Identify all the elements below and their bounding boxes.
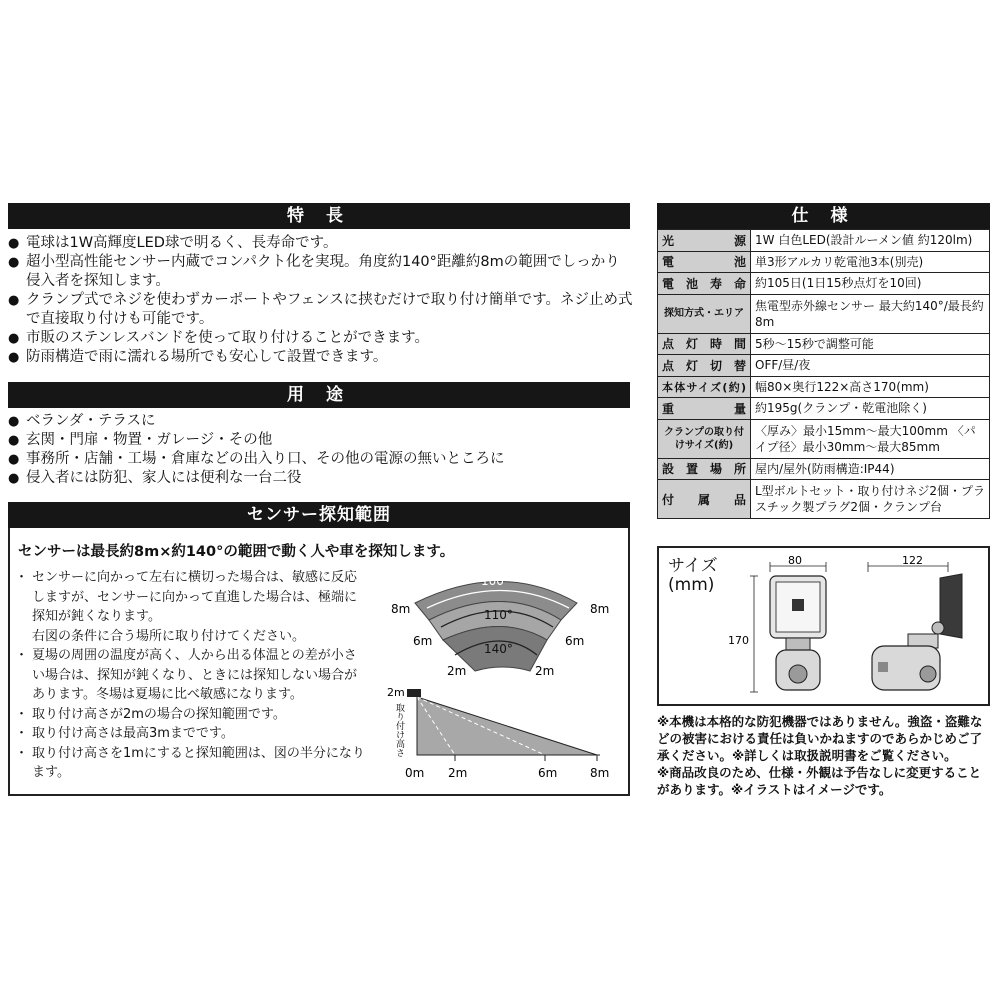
list-item: ● 市販のステンレスバンドを使って取り付けることができます。 [8, 329, 633, 348]
spec-value: 〈厚み〉最小15mm〜最大100mm 〈パイプ径〉最小30mm〜最大85mm [751, 419, 990, 458]
list-item: 右図の条件に合う場所に取り付けてください。 [32, 628, 306, 644]
list-item: ・ 夏場の周囲の温度が高く、人から出る体温との差が小さい場合は、探知が鈍くなり、ときには探知しない場合があります。冬場は夏場に比べ敏感になります。 [18, 646, 368, 705]
side-range-fill [417, 697, 597, 755]
table-row [658, 419, 990, 458]
distance-label: 8m [391, 602, 411, 616]
sensor-heading-bar [8, 502, 630, 528]
spec-value: 5秒〜15秒で調整可能 [751, 333, 990, 355]
spec-key: 設置場所 [658, 458, 751, 480]
sensor-lead: センサーは最長約8m×約140°の範囲で動く人や車を探知します。 [18, 544, 455, 560]
size-title: サイズ [668, 556, 718, 576]
spec-key: 本体サイズ(約) [658, 376, 751, 398]
uses-heading-bar [8, 382, 630, 408]
table-row [658, 273, 990, 295]
list-item: ● 防雨構造で雨に濡れる場所でも安心して設置できます。 [8, 348, 633, 367]
height-dimension: 170 [728, 634, 749, 647]
spec-key: 重量 [658, 398, 751, 420]
table-row [658, 458, 990, 480]
spec-value: 1W 白色LED(設計ルーメン値 約120lm) [751, 230, 990, 252]
vertical-axis-label: 取り付け高さ [394, 703, 404, 757]
axis-tick-label: 6m [538, 766, 558, 780]
list-item: ・ 取り付け高さを1mにすると探知範囲は、図の半分になります。 [18, 744, 368, 783]
table-row [658, 230, 990, 252]
list-item: ● ベランダ・テラスに [8, 412, 633, 431]
table-row [658, 376, 990, 398]
sensor-notes-list [18, 568, 368, 783]
width-dimension: 80 [788, 554, 802, 567]
specs-heading: 仕 様 [791, 206, 856, 226]
distance-label: 2m [535, 664, 555, 678]
axis-tick-label: 0m [405, 766, 425, 780]
distance-label: 6m [565, 634, 585, 648]
note-text: ※本機は本格的な防犯機器ではありません。強盗・盗難などの被害における責任は負いかねますのであらかじめご了承ください。※詳しくは取扱説明書をご覧ください。 [657, 714, 983, 763]
list-item: ・ 取り付け高さが2mの場合の探知範囲です。 [18, 705, 368, 725]
spec-key: クランプの取り付けサイズ(約) [658, 419, 751, 458]
features-heading: 特 長 [287, 206, 351, 226]
spec-value: L型ボルトセット・取り付けネジ2個・プラスチック製プラグ2個・クランプ台 [751, 480, 990, 519]
list-item: ● 事務所・店舗・工場・倉庫などの出入り口、その他の電源の無いところに [8, 450, 633, 469]
uses-heading: 用 途 [287, 385, 351, 405]
spec-key: 付属品 [658, 480, 751, 519]
distance-label: 8m [590, 602, 610, 616]
list-item: ● クランプ式でネジを使わずカーポートやフェンスに挟むだけで取り付け簡単です。ネジ止め式で直接取り付けも可能です。 [8, 291, 633, 329]
product-dimension-drawing [728, 552, 985, 702]
spec-value: 焦電型赤外線センサー 最大約140°/最長約8m [751, 294, 990, 333]
sensor-light-icon [407, 689, 421, 697]
list-item: ● 玄関・門扉・物置・ガレージ・その他 [8, 431, 633, 450]
spec-key: 点灯時間 [658, 333, 751, 355]
size-unit: (mm) [668, 575, 715, 595]
spec-value: 約105日(1日15秒点灯を10回) [751, 273, 990, 295]
sensor-heading: センサー探知範囲 [247, 505, 391, 525]
specs-table [657, 229, 990, 519]
spec-key: 光源 [658, 230, 751, 252]
features-list [8, 234, 633, 367]
spec-key: 探知方式・エリア [658, 294, 751, 333]
table-row [658, 398, 990, 420]
uses-list [8, 412, 633, 488]
spec-value: 単3形アルカリ乾電池3本(別売) [751, 251, 990, 273]
table-row [658, 333, 990, 355]
features-heading-bar [8, 203, 630, 229]
axis-tick-label: 2m [448, 766, 468, 780]
spec-value: OFF/昼/夜 [751, 355, 990, 377]
angle-label: 140° [484, 642, 513, 656]
angle-label: 100° [481, 574, 510, 588]
distance-label: 2m [447, 664, 467, 678]
axis-tick-label: 8m [590, 766, 610, 780]
spec-value: 屋内/屋外(防雨構造:IP44) [751, 458, 990, 480]
detection-range-side-view [385, 683, 625, 783]
detection-range-top-view [385, 565, 620, 687]
table-row [658, 355, 990, 377]
specs-heading-bar [657, 203, 990, 229]
list-item: ● 超小型高性能センサー内蔵でコンパクト化を実現。角度約140°距離約8mの範囲でしっかり侵入者を探知します。 [8, 253, 633, 291]
spec-value: 約195g(クランプ・乾電池除く) [751, 398, 990, 420]
disclaimer-notes [657, 713, 993, 798]
distance-label: 6m [413, 634, 433, 648]
spec-key: 電池 [658, 251, 751, 273]
table-row [658, 480, 990, 519]
list-item: ・ 取り付け高さは最高3mまでです。 [18, 724, 368, 744]
list-item: ● 侵入者には防犯、家人には便利な一台二役 [8, 469, 633, 488]
note-text: ※商品改良のため、仕様・外観は予告なしに変更することがあります。※イラストはイメージです。 [657, 765, 982, 797]
spec-key: 電池寿命 [658, 273, 751, 295]
angle-label: 110° [484, 608, 513, 622]
table-row [658, 294, 990, 333]
depth-dimension: 122 [902, 554, 923, 567]
list-item: ・ センサーに向かって左右に横切った場合は、敏感に反応しますが、センサーに向かって直進した場合は、極端に探知が鈍くなります。 [18, 568, 368, 627]
table-row [658, 251, 990, 273]
mount-height-label: 2m [387, 686, 405, 699]
spec-value: 幅80×奥行122×高さ170(mm) [751, 376, 990, 398]
list-item: ● 電球は1W高輝度LED球で明るく、長寿命です。 [8, 234, 633, 253]
spec-key: 点灯切替 [658, 355, 751, 377]
